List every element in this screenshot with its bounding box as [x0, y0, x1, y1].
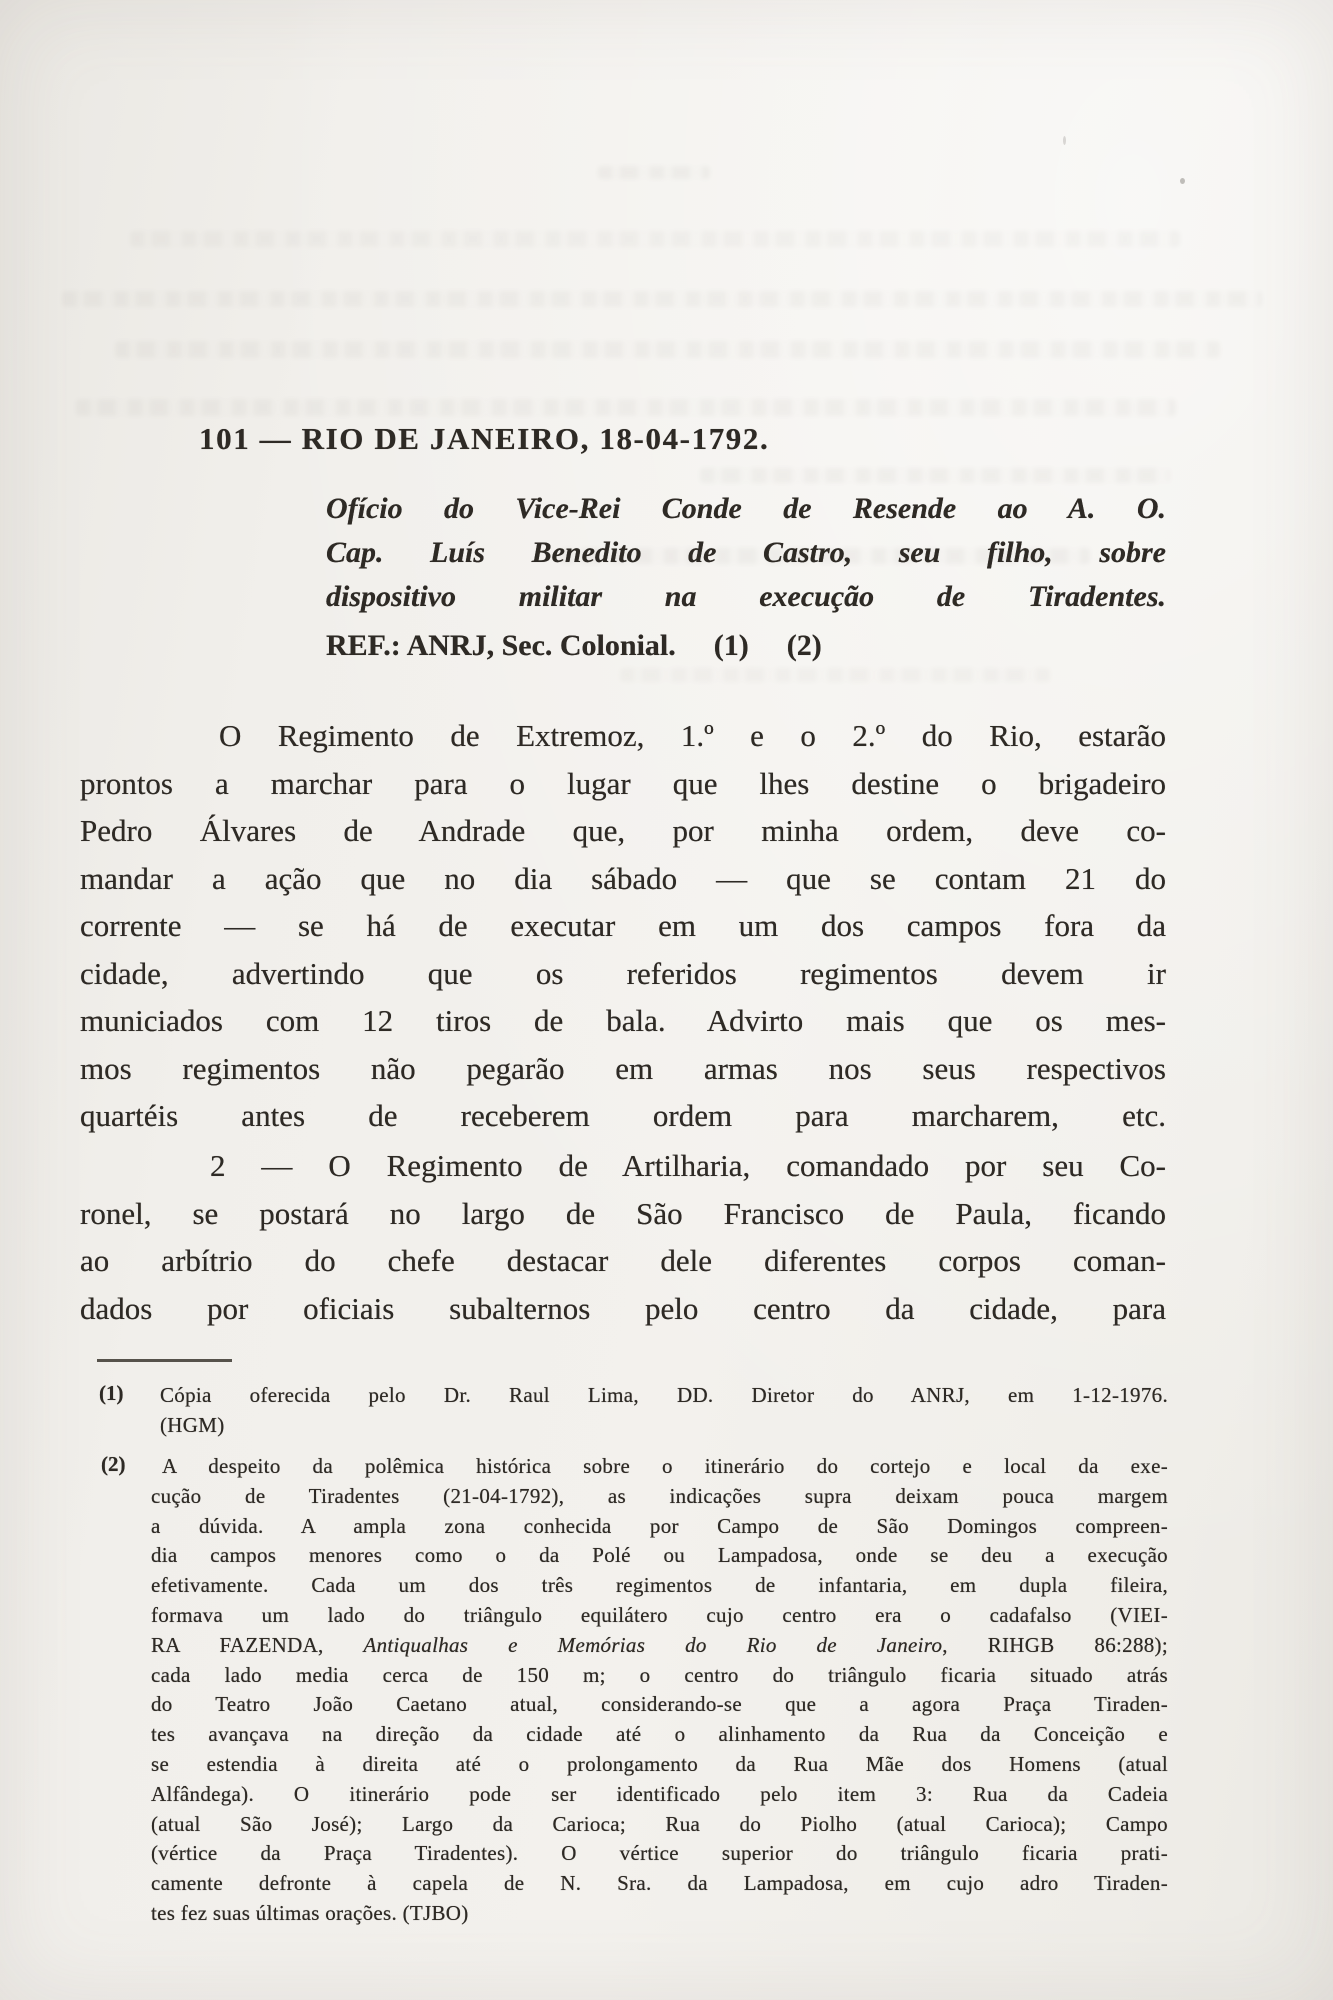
footnote-divider [97, 1359, 232, 1362]
footnote-1-marker: (1) [99, 1381, 124, 1405]
citation-source: , RIHGB 86:288); [942, 1632, 1168, 1657]
footnote-ref-1: (1) [713, 629, 749, 662]
footnote-ref-2: (2) [786, 629, 822, 662]
footnote-line: (vértice da Praça Tiradentes). O vértice superior do triângulo ficaria prati- [151, 1841, 1168, 1866]
bleed-through-line [130, 231, 1180, 247]
paper-speck [1063, 136, 1066, 145]
reference-label: REF.: ANRJ, Sec. Colonial. [326, 629, 676, 662]
body-line: quartéis antes de receberem ordem para marcharem, etc. [80, 1098, 1166, 1133]
body-line: ao arbítrio do chefe destacar dele diferentes corpos coman- [80, 1243, 1166, 1278]
footnote-line: (HGM) [160, 1412, 225, 1437]
paper-speck [1180, 178, 1185, 184]
bleed-through-line [620, 668, 1050, 682]
footnote-line: efetivamente. Cada um dos três regimentos de infantaria, em dupla fileira, [151, 1573, 1168, 1598]
reference-line [326, 629, 822, 663]
body-line: cidade, advertindo que os referidos regimentos devem ir [80, 955, 1166, 991]
summary-line: dispositivo militar na execução de Tiradentes. [326, 580, 1166, 613]
footnote-line: camente defronte à capela de N. Sra. da Lampadosa, em cujo adro Tiraden- [151, 1871, 1168, 1896]
footnote-line: (atual São José); Largo da Carioca; Rua do Piolho (atual Carioca); Campo [151, 1811, 1168, 1836]
entry-summary [326, 487, 1166, 619]
footnote-line: A despeito da polêmica histórica sobre o itinerário do cortejo e local da exe- [162, 1454, 1168, 1478]
entry-heading: 101 — RIO DE JANEIRO, 18-04-1792. [199, 421, 770, 456]
bleed-through-line [62, 291, 1262, 307]
body-paragraph-1 [80, 712, 1166, 1140]
footnote-line: dia campos menores como o da Polé ou Lampadosa, onde se deu a execução [151, 1543, 1168, 1568]
citation-author: RA FAZENDA, [151, 1632, 364, 1657]
citation-title-italic: Antiqualhas e Memórias do Rio de Janeiro [363, 1632, 943, 1657]
footnote-1 [160, 1381, 1168, 1441]
body-line: corrente — se há de executar em um dos campos fora da [80, 908, 1166, 943]
footnote-citation-line [151, 1631, 1168, 1661]
bleed-through-page-number [598, 166, 710, 179]
footnote-line: tes fez suas últimas orações. (TJBO) [151, 1900, 469, 1925]
footnote-line: tes avançava na direção da cidade até o alinhamento da Rua da Conceição e [151, 1722, 1168, 1747]
footnote-line: cada lado media cerca de 150 m; o centro do triângulo ficaria situado atrás [151, 1662, 1168, 1687]
body-line: mos regimentos não pegarão em armas nos seus respectivos [80, 1050, 1166, 1086]
footnote-line: formava um lado do triângulo equilátero cujo centro era o cadafalso (VIEI- [151, 1602, 1168, 1627]
body-line: mandar a ação que no dia sábado — que se contam 21 do [80, 860, 1166, 896]
footnote-line: se estendia à direita até o prolongamento da Rua Mãe dos Homens (atual [151, 1751, 1168, 1776]
bleed-through-line [76, 399, 1176, 416]
footnote-line: a dúvida. A ampla zona conhecida por Campo de São Domingos compreen- [151, 1513, 1168, 1538]
footnote-2 [151, 1452, 1168, 1929]
footnote-line: do Teatro João Caetano atual, considerando-se que a agora Praça Tiraden- [151, 1692, 1168, 1717]
body-line: Pedro Álvares de Andrade que, por minha ordem, deve co- [80, 813, 1166, 848]
body-paragraph-2 [80, 1142, 1166, 1332]
body-line: 2 — O Regimento de Artilharia, comandado por seu Co- [210, 1148, 1166, 1183]
footnote-line: Cópia oferecida pelo Dr. Raul Lima, DD. Diretor do ANRJ, em 1-12-1976. [160, 1383, 1168, 1407]
body-line: dados por oficiais subalternos pelo centro da cidade, para [80, 1290, 1166, 1326]
body-line: ronel, se postará no largo de São Francisco de Paula, ficando [80, 1195, 1166, 1231]
footnote-line: cução de Tiradentes (21-04-1792), as indicações supra deixam pouca margem [151, 1483, 1168, 1508]
body-line: prontos a marchar para o lugar que lhes destine o brigadeiro [80, 765, 1166, 801]
footnote-line: Alfândega). O itinerário pode ser identificado pelo item 3: Rua da Cadeia [151, 1781, 1168, 1806]
bleed-through-line [700, 468, 1170, 483]
footnote-2-marker: (2) [101, 1452, 126, 1476]
summary-line: Cap. Luís Benedito de Castro, seu filho, sobre [326, 536, 1166, 569]
bleed-through-line [115, 341, 1220, 358]
body-line: O Regimento de Extremoz, 1.º e o 2.º do Rio, estarão [219, 718, 1166, 753]
body-line: municiados com 12 tiros de bala. Advirto mais que os mes- [80, 1003, 1166, 1038]
summary-line: Ofício do Vice-Rei Conde de Resende ao A. O. [326, 492, 1166, 525]
